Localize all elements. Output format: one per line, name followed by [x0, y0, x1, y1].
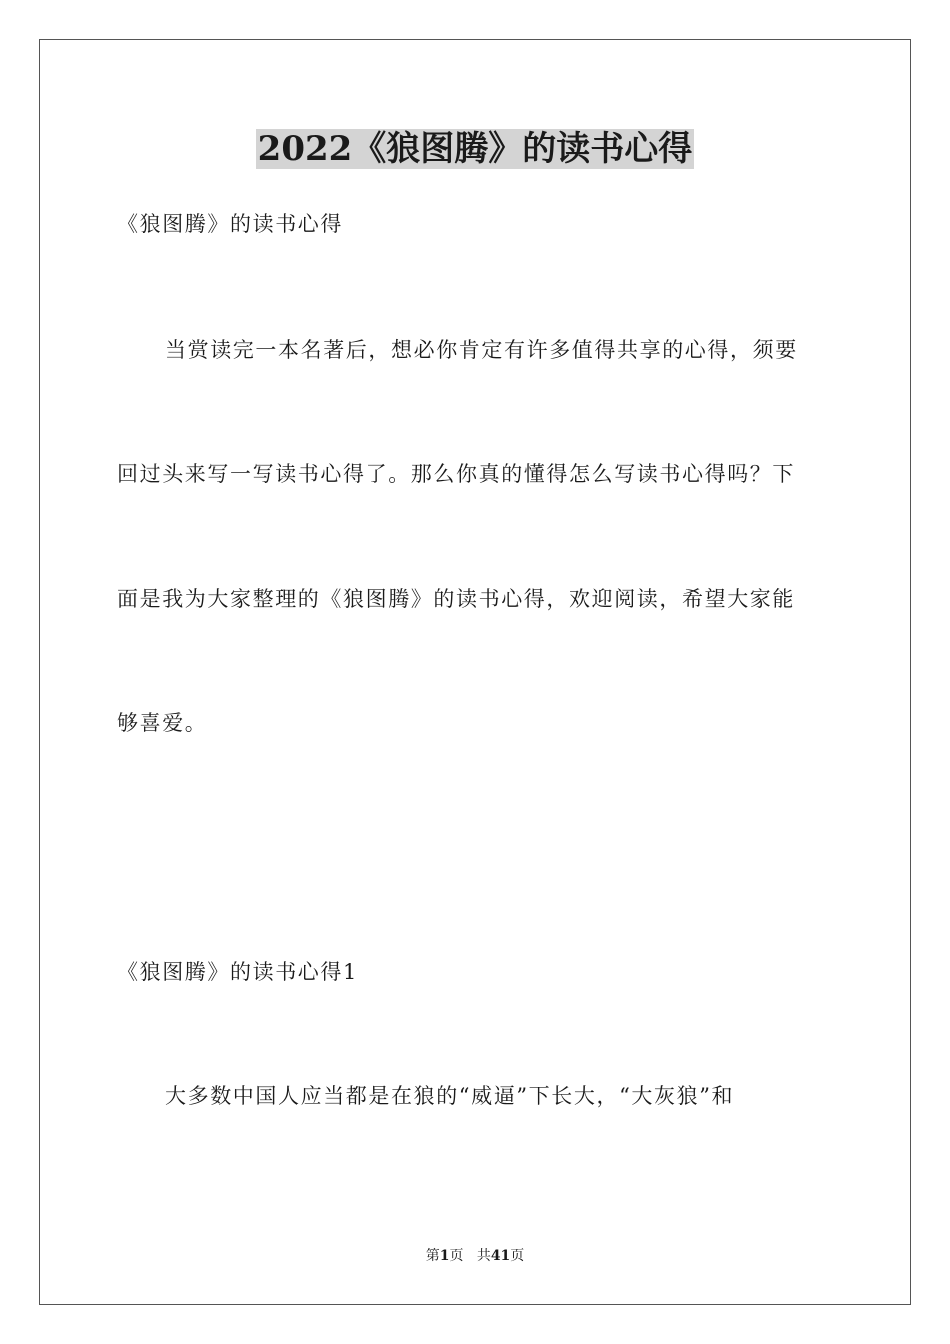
footer-total-suffix: 页 — [510, 1248, 525, 1264]
paragraph-line: 够喜爱。 — [117, 711, 208, 735]
section-heading: 《狼图腾》的读书心得1 — [117, 960, 358, 984]
footer-total-pages: 41 — [490, 1248, 511, 1264]
paragraph-line: 大多数中国人应当都是在狼的“威逼”下长大，“大灰狼”和 — [165, 1084, 735, 1108]
paragraph-line: 回过头来写一写读书心得了。那么你真的懂得怎么写读书心得吗？下 — [117, 462, 795, 486]
subtitle: 《狼图腾》的读书心得 — [117, 212, 343, 236]
document-title-text: 2022《狼图腾》的读书心得 — [257, 129, 693, 169]
footer-page-prefix: 第 — [425, 1248, 440, 1264]
page-footer — [0, 1246, 950, 1266]
document-title — [0, 126, 950, 172]
footer-page-suffix: 页 — [449, 1248, 464, 1264]
footer-current-page: 1 — [439, 1248, 450, 1264]
footer-total-prefix: 共 — [476, 1248, 491, 1264]
paragraph-line: 面是我为大家整理的《狼图腾》的读书心得，欢迎阅读，希望大家能 — [117, 587, 795, 611]
paragraph-line: 当赏读完一本名著后，想必你肯定有许多值得共享的心得，须要 — [165, 338, 798, 362]
